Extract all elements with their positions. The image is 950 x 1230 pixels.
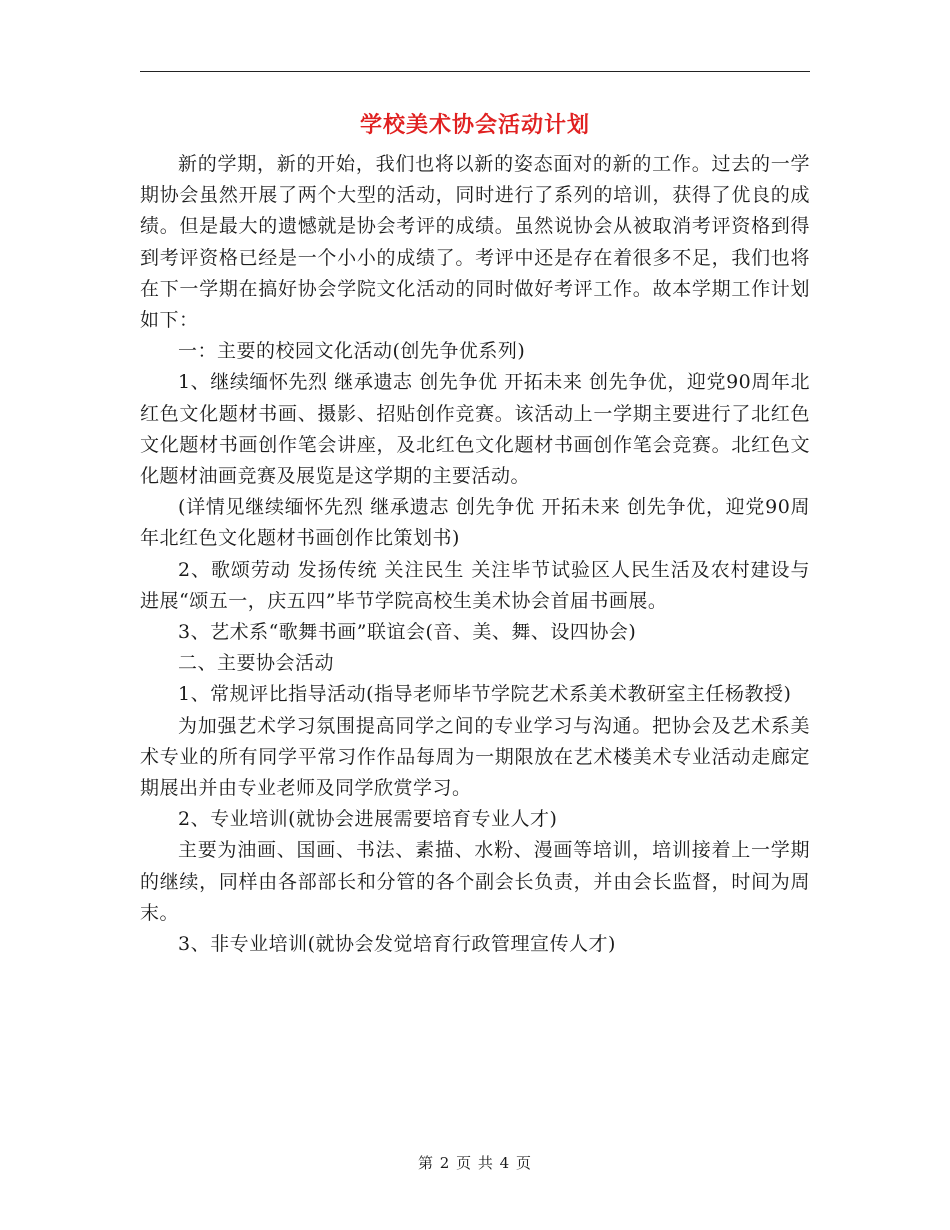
- paragraph-intro: 新的学期，新的开始，我们也将以新的姿态面对的新的工作。过去的一学期协会虽然开展了两个大型的活动，同时进行了系列的培训，获得了优良的成绩。但是最大的遗憾就是协会考评的成绩。虽然说协会从被取消考评资格到得到考评资格已经是一个小小的成绩了。考评中还是存在着很多不足，我们也将在下一学期在搞好协会学院文化活动的同时做好考评工作。故本学期工作计划如下：: [140, 153, 810, 332]
- heading-campus-activities: 一：主要的校园文化活动(创先争优系列): [178, 340, 526, 363]
- document-title: 学校美术协会活动计划: [359, 112, 590, 138]
- paragraph-training-detail: 主要为油画、国画、书法、素描、水粉、漫画等培训，培训接着上一学期的继续，同样由各部部长和分管的各个副会长负责，并由会长监督，时间为周末。: [140, 839, 810, 924]
- paragraph-activity-1-note: (详情见继续缅怀先烈 继承遗志 创先争优 开拓未来 创先争优，迎党90周年北红色文化题材书画创作比策划书): [140, 496, 810, 550]
- paragraph-activity-3: 3、艺术系“歌舞书画”联谊会(音、美、舞、设四协会): [178, 621, 637, 644]
- paragraph-review-detail: 为加强艺术学习氛围提高同学之间的专业学习与沟通。把协会及艺术系美术专业的所有同学平常习作作品每周为一期限放在艺术楼美术专业活动走廊定期展出并由专业老师及同学欣赏学习。: [140, 714, 810, 800]
- page-footer: 第 2 页 共 4 页: [418, 1154, 532, 1172]
- paragraph-professional-training: 2、专业培训(就协会进展需要培育专业人才): [178, 808, 558, 831]
- paragraph-activity-2: 2、歌颂劳动 发扬传统 关注民生 关注毕节试验区人民生活及农村建设与进展“颂五一，庆五四”毕节学院高校生美术协会首届书画展。: [140, 558, 810, 612]
- heading-association-activities: 二、主要协会活动: [178, 652, 335, 675]
- paragraph-review-activity: 1、常规评比指导活动(指导老师毕节学院艺术系美术教研室主任杨教授): [178, 683, 792, 706]
- header-rule: [140, 71, 810, 72]
- paragraph-nonprofessional-training: 3、非专业培训(就协会发觉培育行政管理宣传人才): [178, 933, 616, 956]
- paragraph-activity-1: 1、继续缅怀先烈 继承遗志 创先争优 开拓未来 创先争优，迎党90周年北红色文化题材书画、摄影、招贴创作竞赛。该活动上一学期主要进行了北红色文化题材书画创作笔会讲座，及北红色文化题材书画创作笔会竞赛。北红色文化题材油画竞赛及展览是这学期的主要活动。: [140, 371, 810, 488]
- document-body: [140, 149, 810, 960]
